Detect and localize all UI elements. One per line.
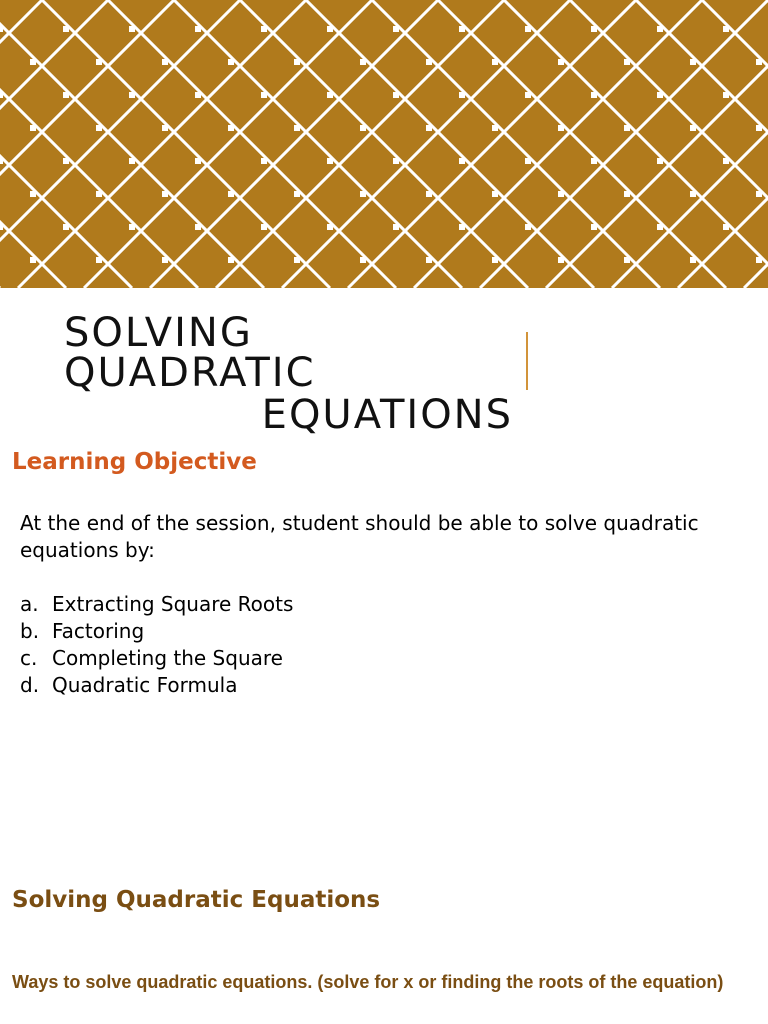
list-marker: c. xyxy=(20,646,38,670)
decorative-banner xyxy=(0,0,768,288)
list-marker: d. xyxy=(20,673,40,697)
list-item-label: Quadratic Formula xyxy=(52,673,238,697)
methods-list xyxy=(20,591,293,699)
learning-objective-heading: Learning Objective xyxy=(12,449,257,475)
slide-title-line2: EQUATIONS xyxy=(261,392,513,438)
list-marker: b. xyxy=(20,619,40,643)
list-item xyxy=(20,645,293,672)
objective-intro-text: At the end of the session, student should be able to solve quadratic equations by: xyxy=(20,511,699,562)
list-item-label: Factoring xyxy=(52,619,145,643)
slide-title-line1: SOLVING QUADRATIC xyxy=(64,310,316,396)
list-item-label: Extracting Square Roots xyxy=(52,592,294,616)
list-item xyxy=(20,672,293,699)
list-item-label: Completing the Square xyxy=(52,646,283,670)
ways-to-solve-text: Ways to solve quadratic equations. (solve for x or finding the roots of the equation) xyxy=(12,972,724,992)
diamond-lattice-pattern-icon xyxy=(0,0,768,288)
list-item xyxy=(20,591,293,618)
list-marker: a. xyxy=(20,592,39,616)
solving-quadratic-heading: Solving Quadratic Equations xyxy=(12,887,381,913)
title-divider xyxy=(526,332,528,390)
slide-title xyxy=(0,310,513,438)
list-item xyxy=(20,618,293,645)
